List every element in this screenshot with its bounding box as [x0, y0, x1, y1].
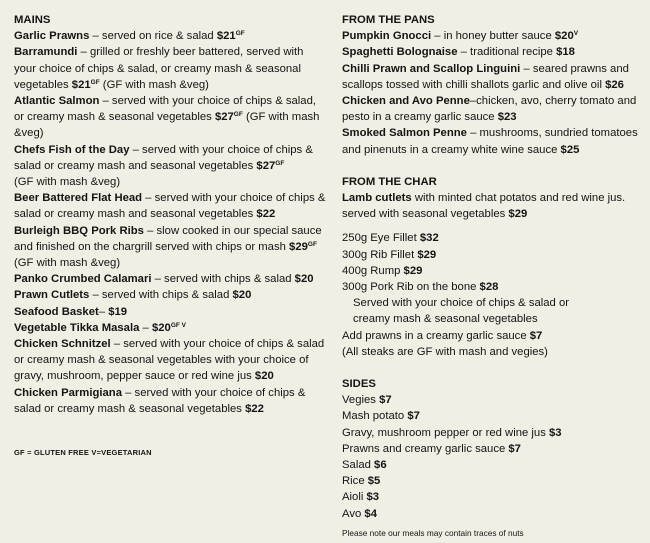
item-desc: – — [139, 321, 152, 334]
item-desc: Avo — [342, 507, 365, 520]
item-desc: – served with chips & salad — [151, 273, 295, 286]
char-heading: FROM THE CHAR — [342, 175, 437, 188]
item-desc: – served on rice & salad — [89, 30, 217, 43]
item-desc: 400g Rump — [342, 264, 404, 277]
item-price: $7 — [407, 410, 420, 423]
menu-item-gnocci — [342, 28, 646, 44]
item-note: (GF with mash &veg) — [99, 78, 209, 91]
menu-item-chefs-fish — [14, 142, 326, 191]
item-desc: – served with your choice of chips & salad or creamy mash and seasonal vegetables — [14, 143, 313, 172]
section-gap — [342, 360, 646, 376]
item-price: $6 — [374, 459, 387, 472]
item-price: $20 — [232, 289, 252, 302]
item-desc: – traditional recipe — [457, 46, 557, 59]
menu-item-garlic-prawns — [14, 28, 326, 44]
item-name: Chilli Prawn and Scallop Linguini — [342, 62, 521, 75]
item-price: $22 — [245, 402, 264, 415]
section-gap — [342, 158, 646, 174]
item-desc: – seared prawns and scallops tossed with chilli shallots garlic and olive oil — [342, 62, 629, 91]
side-rice — [342, 473, 646, 489]
item-desc: – served with your choice of chips & salad or creamy mash & seasonal vegetables with your choice of gravy, mushroom, pepper sauce or red wine jus — [14, 338, 325, 383]
item-desc: Gravy, mushroom pepper or red wine jus — [342, 426, 549, 439]
menu-item-calamari — [14, 271, 326, 287]
diet-legend: GF = GLUTEN FREE V=VEGETARIAN — [14, 448, 152, 457]
menu-item-barramundi — [14, 44, 326, 93]
diet-tag: GF V — [170, 321, 186, 329]
item-desc: with minted chat potatos and red wine jus. served with seasonal vegetables — [342, 192, 626, 221]
side-vegies — [342, 392, 646, 408]
item-price: $5 — [367, 475, 381, 488]
item-price: $7 — [379, 394, 392, 407]
item-desc: 300g Rib Fillet — [342, 248, 418, 261]
item-desc: – grilled or freshly beer battered, served with your choice of chips & salad, or creamy mash & seasonal vegetables — [14, 46, 304, 91]
mains-heading: MAINS — [14, 14, 51, 26]
item-desc: Vegies — [342, 394, 380, 407]
menu-item-parmigiana — [14, 385, 326, 417]
menu-item-rump — [342, 263, 646, 279]
item-desc: 250g Eye Fillet — [342, 232, 420, 245]
item-gap — [342, 222, 646, 230]
item-price: $29 — [508, 208, 528, 221]
menu-item-pork-ribs — [14, 223, 326, 272]
sides-heading: SIDES — [342, 378, 376, 391]
item-name: Chicken and Avo Penne — [342, 95, 470, 108]
item-price: $18 — [556, 46, 575, 59]
item-price: $20 — [254, 370, 274, 383]
item-name: Chicken Schnitzel — [14, 338, 111, 351]
item-price: $21 — [71, 78, 91, 91]
item-name: Chicken Parmigiana — [14, 386, 122, 399]
item-name: Burleigh BBQ Pork Ribs — [14, 224, 144, 237]
item-desc: – slow cooked in our special sauce and finished on the chargrill served with chips or mash — [14, 224, 322, 253]
item-name: Spaghetti Bolognaise — [342, 46, 458, 59]
allergy-note: Please note our meals may contain traces of nuts — [342, 528, 524, 538]
item-desc: Prawns and creamy garlic sauce — [342, 442, 509, 455]
menu-item-add-prawns — [342, 328, 646, 344]
item-price: $7 — [508, 442, 521, 455]
menu-item-schnitzel — [14, 336, 326, 385]
menu-item-avo-penne — [342, 93, 646, 125]
item-desc: Aioli — [342, 491, 367, 504]
item-name: Smoked Salmon Penne — [342, 127, 467, 140]
served-note-line1: Served with your choice of chips & salad or — [353, 297, 570, 310]
item-price: $4 — [364, 507, 377, 520]
item-desc: – in honey butter sauce — [431, 30, 555, 43]
item-price: $29 — [417, 248, 437, 261]
item-price: $25 — [560, 143, 580, 156]
menu-item-rib-fillet — [342, 247, 646, 263]
pans-heading: FROM THE PANS — [342, 14, 435, 26]
menu-item-tikka-masala — [14, 320, 326, 336]
item-name: Chefs Fish of the Day — [14, 143, 130, 156]
item-desc: –chicken, avo, cherry tomato and pesto in a creamy garlic sauce — [342, 95, 637, 124]
item-desc: – served with your choice of chips & salad or creamy mash & seasonal vegetables — [14, 386, 306, 415]
side-prawns — [342, 441, 646, 457]
menu-item-eye-fillet — [342, 230, 646, 246]
item-name: Garlic Prawns — [14, 30, 90, 43]
item-note: (GF with mash &veg) — [14, 111, 320, 140]
diet-tag: GF — [235, 30, 245, 38]
menu-item-salmon-penne — [342, 125, 646, 157]
item-desc: Salad — [342, 459, 375, 472]
item-price: $29 — [289, 240, 308, 253]
menu-item-pork-rib — [342, 279, 646, 295]
diet-tag: GF — [90, 78, 100, 86]
item-price: $19 — [108, 305, 128, 318]
item-price: $26 — [605, 78, 624, 91]
item-price: $22 — [256, 208, 276, 221]
item-price: $3 — [366, 491, 380, 504]
item-desc: – served with chips & salad — [89, 289, 233, 302]
served-note-line2: creamy mash & seasonal vegetables — [353, 313, 538, 326]
side-avo — [342, 506, 646, 522]
menu-item-lamb-cutlets — [342, 190, 646, 222]
item-name: Prawn Cutlets — [14, 289, 90, 302]
item-name: Lamb cutlets — [342, 192, 412, 205]
menu-item-atlantic-salmon — [14, 93, 326, 142]
menu-item-prawn-cutlets — [14, 287, 326, 303]
item-name: Seafood Basket — [14, 305, 99, 318]
diet-tag: GF — [233, 111, 243, 119]
side-aioli — [342, 489, 646, 505]
item-name: Beer Battered Flat Head — [14, 192, 143, 205]
item-price: $28 — [479, 281, 499, 294]
item-desc: – served with your choice of chips & salad or creamy mash and seasonal vegetables — [14, 192, 326, 221]
item-price: $21 — [216, 30, 236, 43]
steaks-gf-note: (All steaks are GF with mash and vegies) — [342, 345, 548, 358]
menu-item-flat-head — [14, 190, 326, 222]
side-salad — [342, 457, 646, 473]
item-price: $20 — [294, 273, 314, 286]
diet-tag: V — [573, 30, 579, 38]
diet-tag: GF — [275, 159, 285, 167]
item-note: (GF with mash &veg) — [14, 176, 121, 189]
menu-item-linguini — [342, 61, 646, 93]
diet-tag: GF — [307, 240, 317, 248]
item-note: (GF with mash &veg) — [14, 257, 121, 270]
item-price: $7 — [529, 329, 543, 342]
item-price: $20 — [151, 321, 171, 334]
item-desc: Add prawns in a creamy garlic sauce — [342, 329, 530, 342]
item-desc: Rice — [342, 475, 368, 488]
menu-item-bolognaise — [342, 44, 646, 60]
item-desc: – mushrooms, sundried tomatoes and pinenuts in a creamy white wine sauce — [342, 127, 638, 156]
item-price: $29 — [403, 264, 423, 277]
item-price: $3 — [548, 426, 562, 439]
item-desc: – served with your choice of chips & salad, or creamy mash & seasonal vegetables — [14, 95, 317, 124]
side-gravy — [342, 425, 646, 441]
item-desc: 300g Pork Rib on the bone — [342, 281, 480, 294]
item-name: Atlantic Salmon — [14, 95, 100, 108]
item-price: $32 — [419, 232, 439, 245]
item-name: Pumpkin Gnocci — [342, 30, 432, 43]
item-name: Barramundi — [14, 46, 78, 59]
item-price: $20 — [554, 30, 574, 43]
item-price: $27 — [214, 111, 234, 124]
item-desc: Mash potato — [342, 410, 408, 423]
side-mash — [342, 408, 646, 424]
item-desc: – — [98, 305, 109, 318]
item-name: Panko Crumbed Calamari — [14, 273, 152, 286]
menu-item-seafood-basket — [14, 304, 326, 320]
right-column — [342, 12, 646, 522]
item-name: Vegetable Tikka Masala — [14, 321, 140, 334]
mains-column — [14, 12, 326, 417]
item-price: $23 — [497, 111, 517, 124]
item-price: $27 — [256, 159, 276, 172]
